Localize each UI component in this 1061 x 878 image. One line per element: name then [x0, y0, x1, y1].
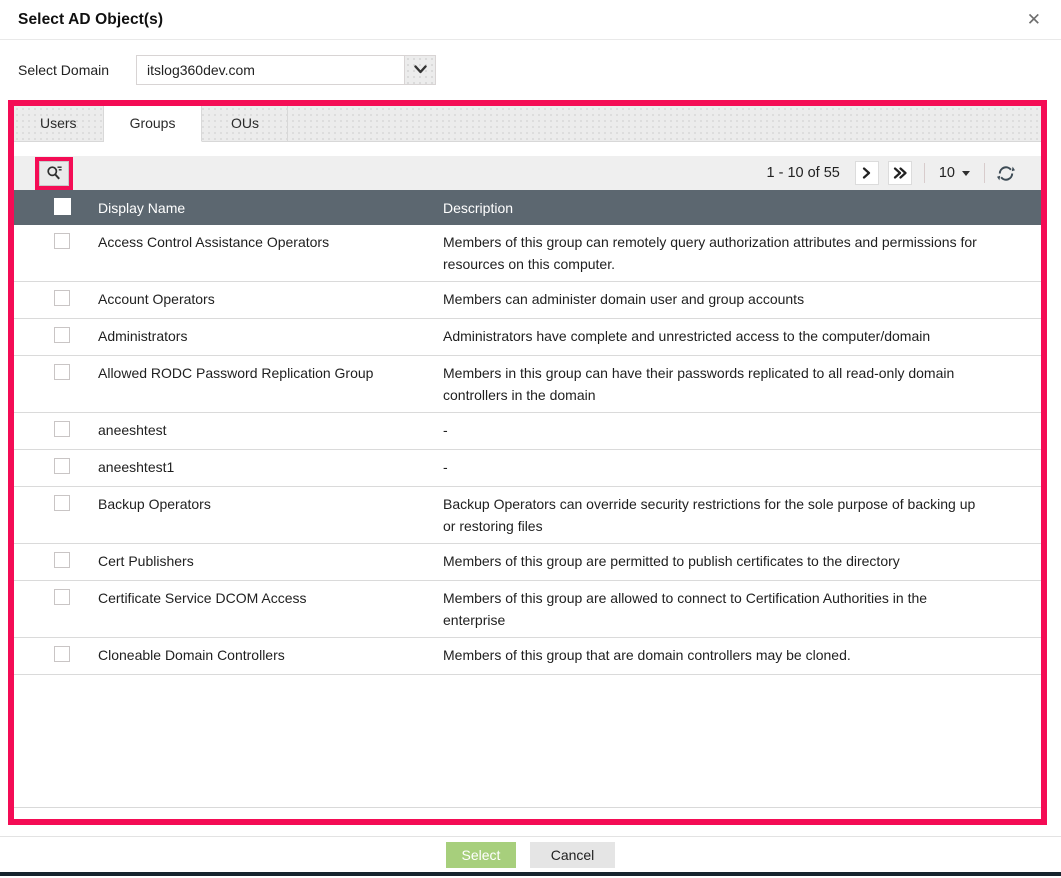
row-checkbox[interactable] [54, 290, 70, 306]
row-checkbox[interactable] [54, 589, 70, 605]
domain-select-value: itslog360dev.com [147, 61, 255, 78]
table-row[interactable] [14, 319, 1041, 356]
next-page-button[interactable] [855, 161, 879, 185]
select-button[interactable]: Select [446, 842, 516, 868]
row-checkbox[interactable] [54, 495, 70, 511]
row-display-name: Cloneable Domain Controllers [98, 647, 285, 663]
row-display-name: Account Operators [98, 291, 215, 307]
row-checkbox[interactable] [54, 646, 70, 662]
column-display-name: Display Name [98, 199, 186, 216]
row-description: Members can administer domain user and group accounts [443, 291, 805, 307]
row-checkbox[interactable] [54, 233, 70, 249]
row-display-name: Backup Operators [98, 496, 211, 512]
row-description: Administrators have complete and unrestricted access to the computer/domain [443, 328, 931, 344]
row-description: Members of this group are allowed to connect to Certification Authorities in the enterprise [443, 590, 928, 628]
last-page-button[interactable] [888, 161, 912, 185]
double-chevron-right-icon [893, 167, 907, 179]
row-display-name: Access Control Assistance Operators [98, 234, 330, 250]
toolbar-divider [924, 163, 925, 183]
tab-bar [14, 106, 1041, 142]
tab-panel-highlight [8, 100, 1047, 825]
table-row[interactable] [14, 487, 1041, 544]
table-toolbar [14, 156, 1041, 190]
refresh-icon[interactable] [997, 165, 1015, 182]
dialog-header [0, 0, 1061, 40]
select-all-checkbox[interactable] [54, 198, 71, 215]
tab-groups[interactable]: Groups [104, 106, 203, 142]
chevron-right-icon [862, 167, 871, 179]
row-checkbox[interactable] [54, 421, 70, 437]
dialog-footer [0, 836, 1061, 868]
pagination [767, 161, 1016, 185]
table-empty-area [14, 675, 1041, 808]
table-row[interactable] [14, 282, 1041, 319]
row-display-name: Certificate Service DCOM Access [98, 590, 307, 606]
table-row[interactable] [14, 450, 1041, 487]
row-checkbox[interactable] [54, 552, 70, 568]
column-description: Description [443, 199, 514, 216]
row-checkbox[interactable] [54, 458, 70, 474]
dialog-bottom-bar [0, 872, 1061, 876]
groups-table [14, 190, 1041, 808]
close-icon[interactable]: ✕ [1026, 10, 1041, 29]
row-display-name: Administrators [98, 328, 188, 344]
caret-down-icon [962, 171, 970, 176]
chevron-down-icon[interactable] [404, 56, 435, 84]
table-header [14, 190, 1041, 225]
tab-ous[interactable]: OUs [202, 106, 288, 141]
page-size-dropdown[interactable] [937, 165, 972, 181]
table-row[interactable] [14, 225, 1041, 282]
row-description: Members of this group can remotely query authorization attributes and permissions for resources on this computer. [443, 234, 977, 272]
row-display-name: aneeshtest [98, 422, 167, 438]
table-body [14, 225, 1041, 675]
pagination-range: 1 - 10 of 55 [766, 165, 840, 181]
row-description: Members of this group that are domain controllers may be cloned. [443, 647, 851, 663]
row-checkbox[interactable] [54, 327, 70, 343]
tab-users[interactable]: Users [14, 106, 104, 141]
search-button-highlight [35, 157, 73, 190]
table-row[interactable] [14, 581, 1041, 638]
page-size-value: 10 [938, 165, 955, 181]
row-description: Members of this group are permitted to publish certificates to the directory [443, 553, 900, 569]
table-row[interactable] [14, 544, 1041, 581]
table-row[interactable] [14, 413, 1041, 450]
domain-row [0, 40, 1061, 99]
row-description: - [443, 459, 448, 475]
table-row[interactable] [14, 356, 1041, 413]
cancel-button[interactable]: Cancel [530, 842, 615, 868]
row-display-name: aneeshtest1 [98, 459, 175, 475]
row-display-name: Cert Publishers [98, 553, 194, 569]
table-row[interactable] [14, 638, 1041, 675]
row-display-name: Allowed RODC Password Replication Group [98, 365, 374, 381]
domain-select[interactable] [136, 55, 436, 85]
row-description: Members in this group can have their passwords replicated to all read-only domain controllers in the domain [443, 365, 955, 403]
row-description: - [443, 422, 448, 438]
dialog-title: Select AD Object(s) [18, 10, 164, 28]
select-domain-label: Select Domain [18, 61, 110, 78]
toolbar-divider [984, 163, 985, 183]
row-description: Backup Operators can override security restrictions for the sole purpose of backing up or restoring files [443, 496, 976, 534]
row-checkbox[interactable] [54, 364, 70, 380]
search-icon[interactable] [39, 161, 69, 186]
